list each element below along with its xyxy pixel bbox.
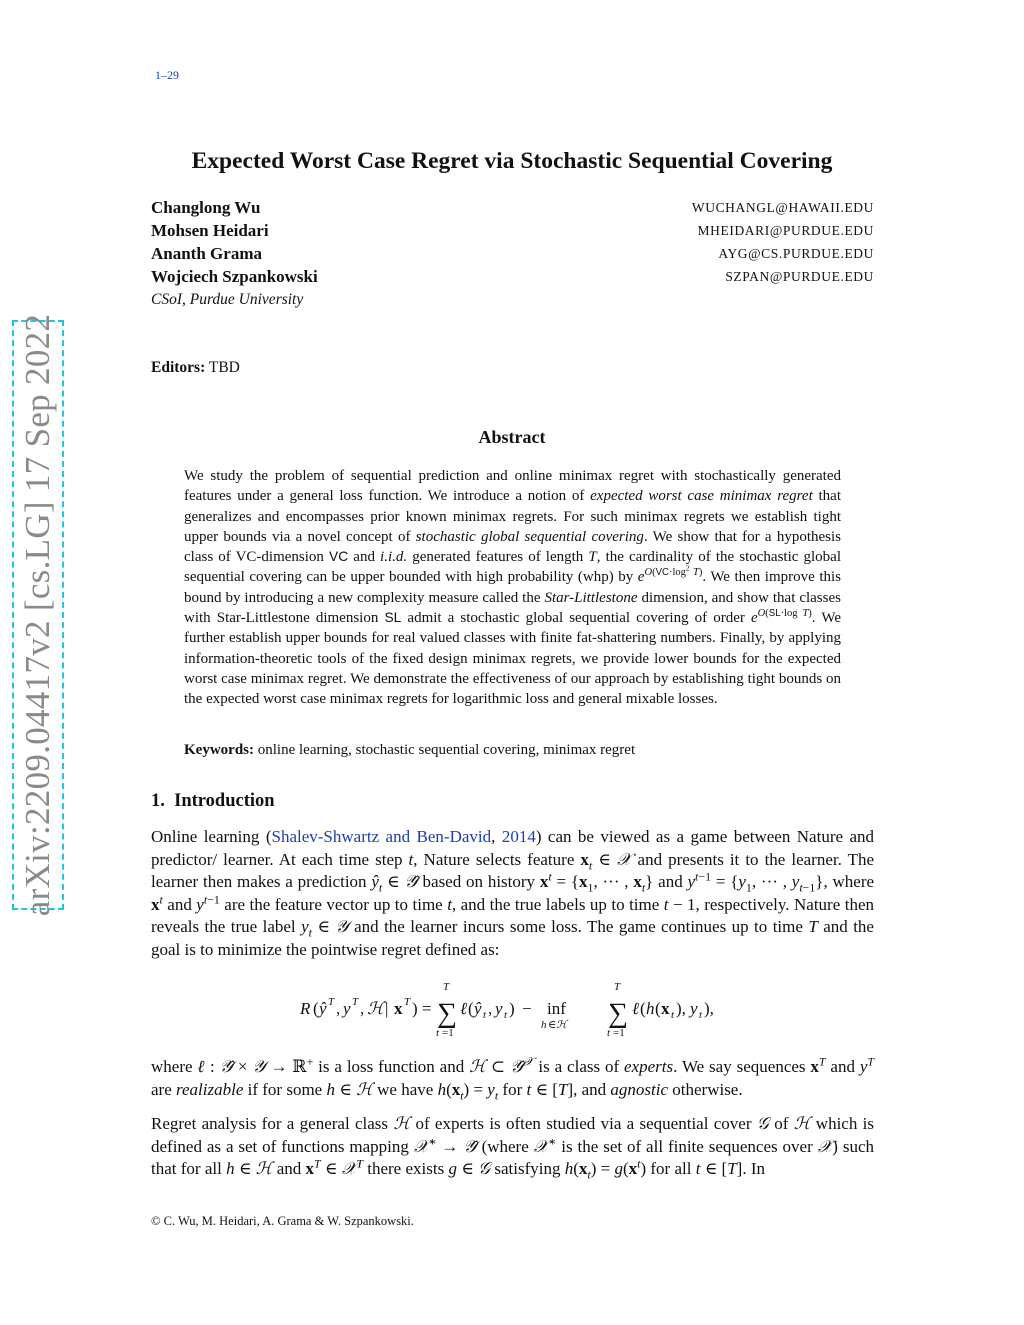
page-number: 1–29 bbox=[155, 68, 179, 82]
abstract-heading: Abstract bbox=[478, 427, 546, 447]
svg-text:) =: ) = bbox=[412, 999, 432, 1018]
author-name: Wojciech Szpankowski bbox=[151, 267, 318, 286]
svg-text:y: y bbox=[690, 999, 698, 1018]
svg-text:x: x bbox=[661, 999, 670, 1018]
author-email[interactable]: MHEIDARI@PURDUE.EDU bbox=[697, 223, 874, 238]
copyright-footer: © C. Wu, M. Heidari, A. Grama & W. Szpankowski. bbox=[151, 1214, 414, 1228]
svg-text:x: x bbox=[394, 999, 403, 1018]
intro-paragraph: Online learning (Shalev-Shwartz and Ben-David, 2014) can be viewed as a game between Nature and predictor/ learner. At each time step t, Nature selects feature $x_t$ ∈ 𝒳 and presents it to the learner. The learner then makes a prediction $ŷ_t$ ∈ 𝒴̂ based on history $x^t = \{x_1$, ··· , $x_t$} and $y^{t-1} = \{y_1$, ··· , $y_{t-1}$}, where $x^t$ and $y^{t-1}$ are the feature vector up to time t, and the true labels up to time t − 1, respectively. Nature then reveals the true label $y_t$ ∈ 𝒴 and the learner incurs some loss. The game continues up to time T and the goal is to minimize the pointwise regret defined as: bbox=[151, 827, 875, 959]
svg-text:=1: =1 bbox=[613, 1027, 625, 1038]
svg-text:∑: ∑ bbox=[437, 998, 457, 1029]
intro-paragraph: where ℓ : 𝒴̂ × 𝒴 → ℝ+ is a loss function and ℋ ⊂ 𝒴̂$^𝒳$ is a class of experts. We say sequences $x^T$ and $y^T$ are realizable if for some h ∈ ℋ we have $h(x_t) = y_t$ for t ∈ [T], and agnostic otherwise. bbox=[151, 1054, 875, 1102]
svg-text:t: t bbox=[671, 1009, 675, 1021]
author-name: Mohsen Heidari bbox=[151, 221, 269, 240]
svg-text:,: , bbox=[336, 999, 341, 1018]
svg-text:ℓ: ℓ bbox=[460, 999, 468, 1018]
svg-text:ŷ: ŷ bbox=[474, 999, 482, 1018]
author-email[interactable]: WUCHANGL@HAWAII.EDU bbox=[691, 200, 874, 215]
citation-year-link[interactable]: 2014 bbox=[501, 827, 536, 846]
svg-text:−: − bbox=[522, 999, 532, 1018]
svg-text:(: ( bbox=[640, 999, 646, 1018]
svg-text:h: h bbox=[541, 1019, 547, 1031]
author-row bbox=[151, 267, 874, 290]
svg-text:t: t bbox=[699, 1009, 703, 1021]
svg-text:T: T bbox=[328, 996, 335, 1008]
author-block bbox=[151, 198, 874, 309]
affiliation: CSoI, Purdue University bbox=[151, 291, 304, 308]
svg-text:ℓ: ℓ bbox=[632, 999, 640, 1018]
svg-text:ℋ: ℋ bbox=[367, 999, 384, 1018]
svg-text:(: ( bbox=[313, 999, 319, 1018]
svg-text:T: T bbox=[352, 996, 359, 1008]
editors-value: TBD bbox=[208, 359, 240, 376]
svg-text:T: T bbox=[404, 996, 411, 1008]
svg-text:R: R bbox=[300, 999, 311, 1018]
svg-text:t: t bbox=[436, 1027, 440, 1038]
author-email[interactable]: SZPAN@PURDUE.EDU bbox=[725, 269, 874, 284]
svg-text:(: ( bbox=[655, 999, 661, 1018]
svg-text:ℋ: ℋ bbox=[556, 1019, 567, 1031]
editors-label: Editors: bbox=[151, 359, 206, 376]
svg-text:y: y bbox=[495, 999, 503, 1018]
svg-text:): ) bbox=[509, 999, 515, 1018]
author-row bbox=[151, 244, 874, 267]
section-heading: 1. Introduction bbox=[151, 791, 275, 811]
keywords-line bbox=[184, 742, 635, 759]
author-name: Ananth Grama bbox=[151, 244, 262, 263]
regret-equation bbox=[0, 978, 1024, 1038]
svg-text:∑: ∑ bbox=[608, 998, 628, 1029]
svg-text:h: h bbox=[646, 999, 655, 1018]
author-email[interactable]: AYG@CS.PURDUE.EDU bbox=[718, 246, 874, 261]
paper-title: Expected Worst Case Regret via Stochastic Sequential Covering bbox=[191, 148, 833, 174]
arxiv-id: arXiv:2209.04417v2 [cs.LG] 17 Sep 2022 bbox=[18, 313, 57, 917]
svg-text:∈: ∈ bbox=[548, 1019, 557, 1031]
intro-paragraph: Regret analysis for a general class ℋ of experts is often studied via a sequential cover 𝒢 of ℋ which is defined as a set of functions mapping 𝒳∗ → 𝒴̂ (where 𝒳∗ is the set of all finite sequences over 𝒳) such that for all h ∈ ℋ and $x^T$ ∈ 𝒳$^T$ there exists g ∈ 𝒢 satisfying $h(x_t) = g(x^t)$ for all t ∈ [T]. In bbox=[151, 1114, 875, 1182]
svg-text:t: t bbox=[483, 1009, 487, 1021]
keywords-label: Keywords: bbox=[184, 742, 254, 758]
svg-text:T: T bbox=[614, 981, 621, 993]
arxiv-stamp[interactable] bbox=[12, 313, 64, 917]
svg-text:),: ), bbox=[704, 999, 714, 1018]
svg-text:(: ( bbox=[468, 999, 474, 1018]
svg-text:ŷ: ŷ bbox=[319, 999, 327, 1018]
svg-text:y: y bbox=[343, 999, 351, 1018]
svg-text:),: ), bbox=[676, 999, 686, 1018]
citation-link[interactable]: Shalev-Shwartz and Ben-David bbox=[271, 827, 492, 846]
svg-text:,: , bbox=[360, 999, 365, 1018]
svg-text:T: T bbox=[443, 981, 450, 993]
author-name: Changlong Wu bbox=[151, 198, 261, 217]
svg-text:inf: inf bbox=[547, 999, 566, 1018]
keywords-value: online learning, stochastic sequential covering, minimax regret bbox=[257, 742, 636, 758]
author-row bbox=[151, 198, 874, 221]
editors-line bbox=[151, 359, 240, 377]
svg-text:=1: =1 bbox=[442, 1027, 454, 1038]
svg-text:t: t bbox=[504, 1009, 508, 1021]
svg-text:t: t bbox=[607, 1027, 611, 1038]
author-row bbox=[151, 221, 874, 244]
abstract-body: We study the problem of sequential prediction and online minimax regret with stochastically generated features under a general loss function. We introduce a notion of expected worst case minimax regret that generalizes and encompasses prior known minimax regrets. For such minimax regrets we establish tight upper bounds via a novel concept of stochastic global sequential covering. We show that for a hypothesis class of VC-dimension VC and i.i.d. generated features of length T, the cardinality of the stochastic global sequential covering can be upper bounded with high probability (whp) by $e^{O(VC\cdot log^2 T)}$. We then improve this bound by introducing a new complexity measure called the Star-Littlestone dimension, and show that classes with Star-Littlestone dimension SL admit a stochastic global sequential covering of order $e^{O(SL\cdot log T)}$. We further establish upper bounds for real valued classes with finite fat-shattering numbers. Finally, by applying information-theoretic tools of the fixed design minimax regrets, we provide lower bounds for the expected worst case minimax regret. We demonstrate the effectiveness of our approach by establishing tight bounds on the expected worst case minimax regrets for logarithmic loss and general mixable losses. bbox=[184, 468, 841, 708]
svg-text:|: | bbox=[385, 999, 389, 1018]
svg-text:,: , bbox=[488, 999, 493, 1018]
